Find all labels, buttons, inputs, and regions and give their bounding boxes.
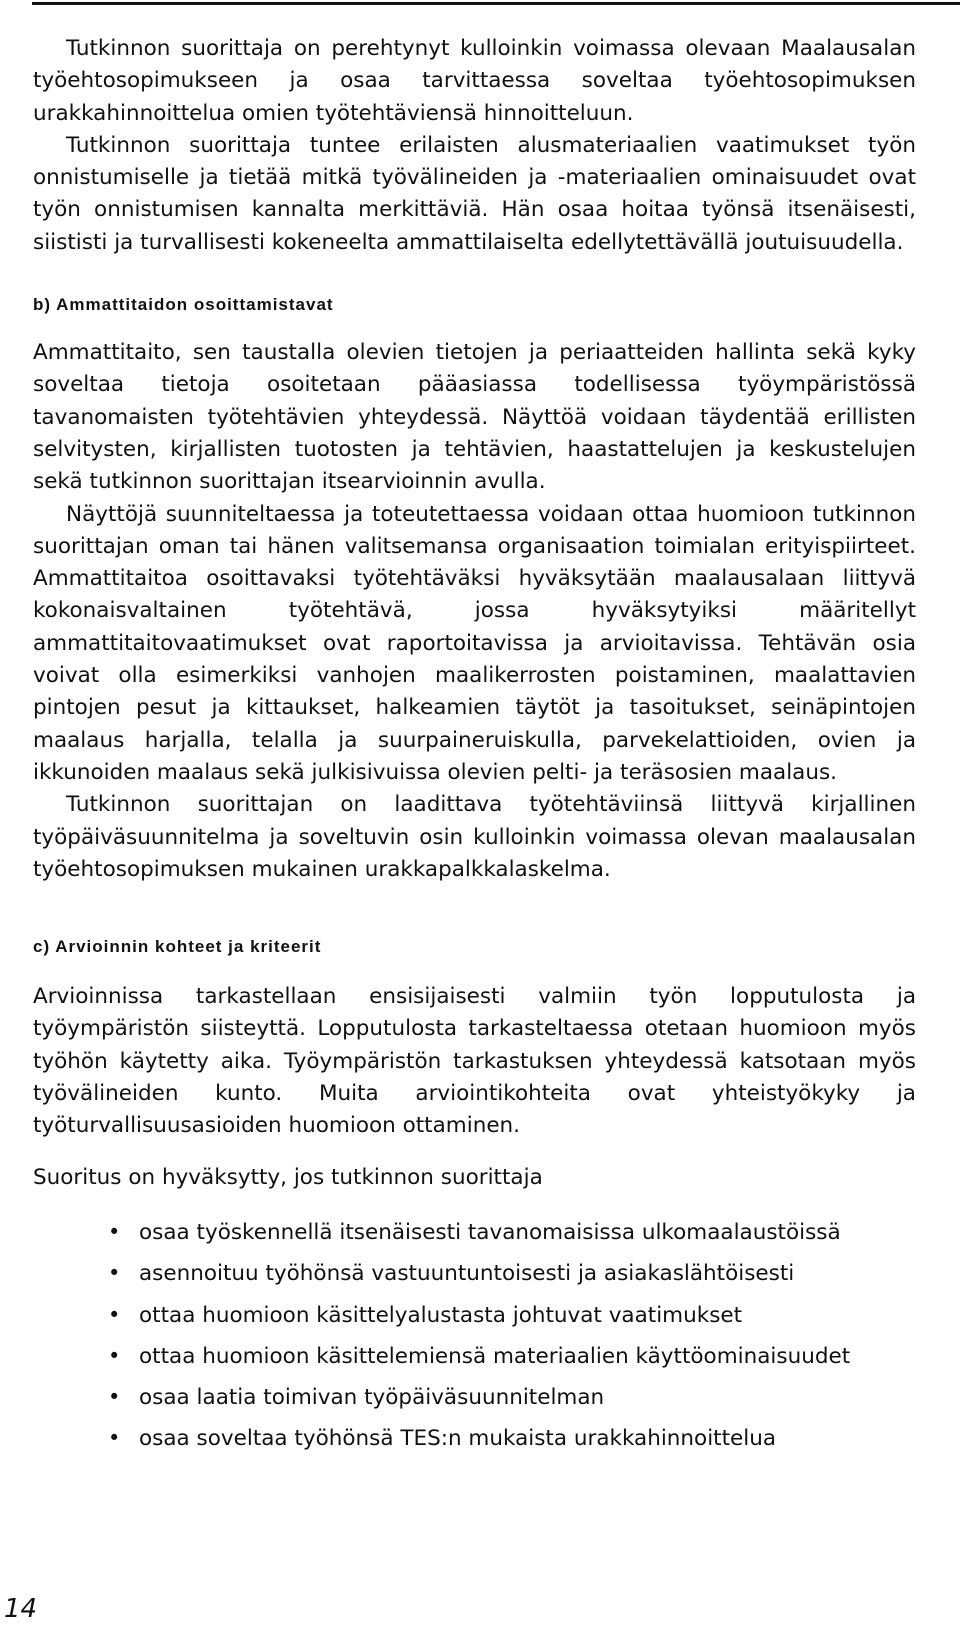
bullet-icon: • xyxy=(108,1385,121,1410)
paragraph-collective-agreement: Tutkinnon suorittaja on perehtynyt kulloinkin voimassa olevaan Maalausalan työehtosopimukseen ja osaa tarvittaessa soveltaa työehtosopimuksen urakkahinnoittelua omien työtehtäviensä hinnoitteluun. xyxy=(33,36,916,126)
list-item-text: ottaa huomioon käsittelyalustasta johtuvat vaatimukset xyxy=(139,1302,743,1328)
paragraph-demonstration-planning: Näyttöjä suunniteltaessa ja toteutettaessa voidaan ottaa huomioon tutkinnon suorittajan oman tai hänen valitsemansa organisaation toimialan erityispiirteet. Ammattitaitoa osoittavaksi työtehtäväksi hyväksytään maalausalaan liittyvä kokonaisvaltainen työtehtävä, jossa hyväksytyiksi määritellyt ammattitaitovaatimukset ovat raportoitavissa ja arvioitavissa. Tehtävän osia voivat olla esimerkiksi vanhojen maalikerrosten poistaminen, maalattavien pintojen pesut ja kittaukset, halkeamien täytöt ja tasoitukset, seinäpintojen maalaus harjalla, telalla ja suurpaineruiskulla, parvekelattioiden, ovien ja ikkunoiden maalaus sekä julkisivuissa olevien pelti- ja teräsosien maalaus. xyxy=(33,501,916,785)
bullet-icon: • xyxy=(108,1302,121,1327)
list-item xyxy=(33,1295,916,1336)
paragraph-pass-condition: Suoritus on hyväksytty, jos tutkinnon suorittaja xyxy=(33,1164,543,1190)
criteria-list xyxy=(33,1212,916,1460)
paragraph-assessment-targets: Arvioinnissa tarkastellaan ensisijaisesti valmiin työn lopputulosta ja työympäristön siisteyttä. Lopputulosta tarkasteltaessa otetaan huomioon myös työhön käytetty aika. Työympäristön tarkastuksen yhteydessä katsotaan myös työvälineiden kunto. Muita arviointikohteita ovat yhteistyökyky ja työturvallisuusasioiden huomioon ottaminen. xyxy=(33,984,916,1139)
list-item xyxy=(33,1377,916,1418)
paragraph-demonstration-methods: Ammattitaito, sen taustalla olevien tietojen ja periaatteiden hallinta sekä kyky soveltaa tietoja osoitetaan pääasiassa todellisessa työympäristössä tavanomaisten työtehtävien yhteydessä. Näyttöä voidaan täydentää erillisten selvitysten, kirjallisten tuotosten ja tehtävien, haastattelujen ja keskustelujen sekä tutkinnon suorittajan itsearvioinnin avulla. xyxy=(33,340,916,495)
list-item-text: osaa laatia toimivan työpäiväsuunnitelman xyxy=(139,1385,605,1411)
list-item-text: asennoituu työhönsä vastuuntuntoisesti ja asiakaslähtöisesti xyxy=(139,1261,795,1287)
section-heading-assessment-criteria: c) Arvioinnin kohteet ja kriteerit xyxy=(33,937,322,957)
top-rule xyxy=(32,2,960,5)
list-item-text: osaa soveltaa työhönsä TES:n mukaista urakkahinnoittelua xyxy=(139,1426,777,1452)
list-item-text: ottaa huomioon käsittelemiensä materiaalien käyttöominaisuudet xyxy=(139,1343,851,1369)
list-item-text: osaa työskennellä itsenäisesti tavanomaisissa ulkomaalaustöissä xyxy=(139,1219,841,1245)
document-body xyxy=(33,33,916,1460)
list-item xyxy=(33,1212,916,1253)
list-item xyxy=(33,1253,916,1294)
list-item xyxy=(33,1336,916,1377)
paragraph-materials-knowledge: Tutkinnon suorittaja tuntee erilaisten alusmateriaalien vaatimukset työn onnistumiselle ja tietää mitkä työvälineiden ja -materiaalien ominaisuudet ovat työn onnistumisen kannalta merkittäviä. Hän osaa hoitaa työnsä itsenäisesti, siististi ja turvallisesti kokeneelta ammattilaiselta edellytettävällä joutuisuudella. xyxy=(33,132,916,255)
bullet-icon: • xyxy=(108,1219,121,1244)
list-item xyxy=(33,1418,916,1459)
bullet-icon: • xyxy=(108,1261,121,1286)
bullet-icon: • xyxy=(108,1343,121,1368)
page-number: 14 xyxy=(4,1594,38,1624)
paragraph-work-plan-requirement: Tutkinnon suorittajan on laadittava työtehtäviinsä liittyvä kirjallinen työpäiväsuunnitelma ja soveltuvin osin kulloinkin voimassa olevan maalausalan työehtosopimuksen mukainen urakkapalkkalaskelma. xyxy=(33,792,916,882)
bullet-icon: • xyxy=(108,1426,121,1451)
section-heading-demonstration-methods: b) Ammattitaidon osoittamistavat xyxy=(33,295,334,315)
